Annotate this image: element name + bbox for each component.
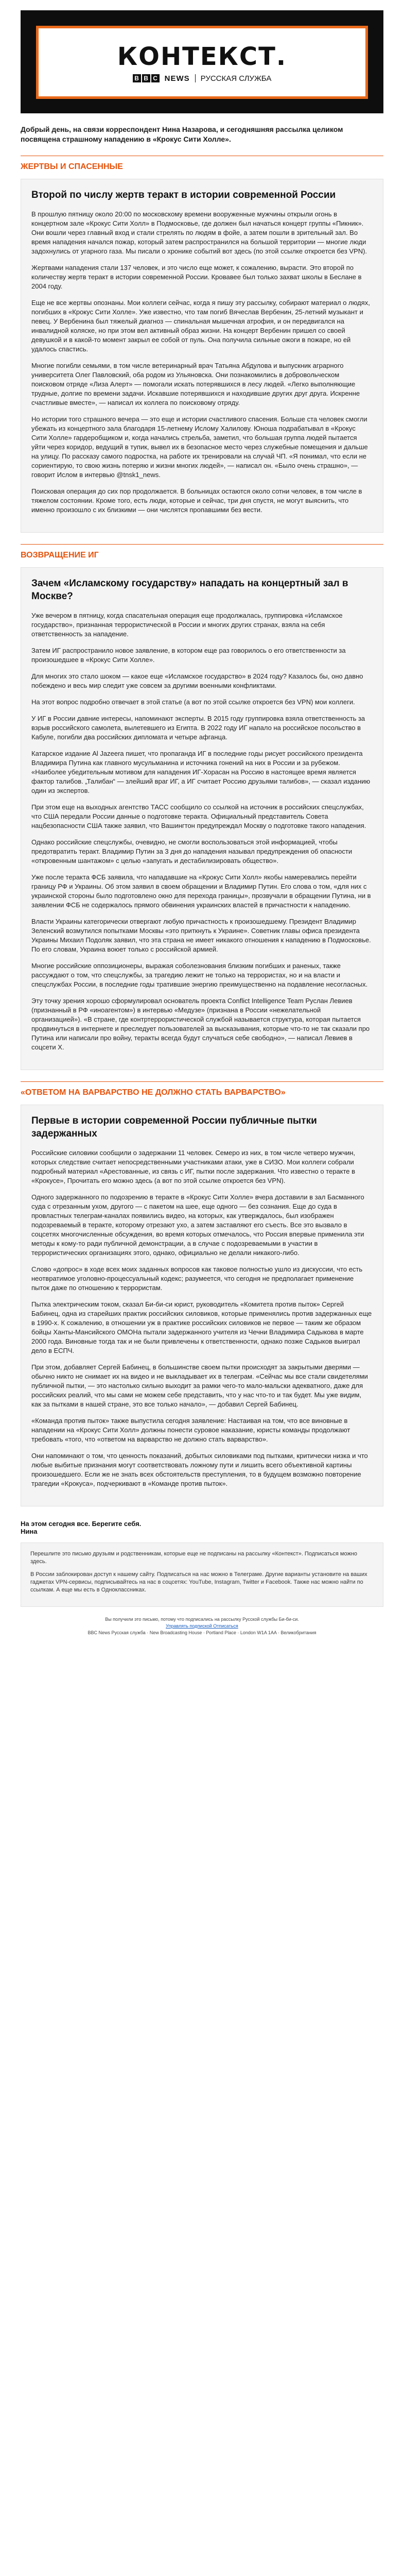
- section-label: ВОЗВРАЩЕНИЕ ИГ: [21, 544, 383, 560]
- intro-text: Добрый день, на связи корреспондент Нина Назарова, и сегодняшняя рассылка целиком посвящена страшному нападению в «Крокус Сити Холле».: [21, 125, 343, 143]
- article-title: Зачем «Исламскому государству» нападать на концертный зал в Москве?: [31, 578, 348, 602]
- paragraph: Эту точку зрения хорошо сформулировал основатель проекта Conflict Intelligence Team Руслан Левиев (признанный в РФ «иноагентом») в интервью «Медузе» (признана в России «нежелательной организацией»). «В стране, где контртеррористической службой называется структура, которая пытается продвинуться в интернете и преследует пользователей за высказывания, которые что-то не так сказали про Путина или написали про войну, теракты всегда будут случаться себе свободно», — написал Левиев в соцсети X.: [31, 997, 370, 1051]
- paragraph: Слово «допрос» в ходе всех моих заданных вопросов как таковое полностью ушло из дискуссии, что есть неотвратимое уголовно-процессуальный кодекс; разумеется, что сегодня не предполагает применение пыток даже по отношению к террористам.: [31, 1265, 363, 1292]
- section-label: «ОТВЕТОМ НА ВАРВАРСТВО НЕ ДОЛЖНО СТАТЬ ВАРВАРСТВО»: [21, 1081, 383, 1097]
- paragraph: Поисковая операция до сих пор продолжается. В больницах остаются около сотни человек, в том числе в тяжелом состоянии. Кроме того, есть люди, которые и сейчас, три дня спустя, не могут выяснить, что именно произошло с их близкими — они числятся пропавшими без вести.: [31, 487, 362, 514]
- fine-print: [21, 1616, 383, 1636]
- paragraph: «Команда против пыток» также выпустила сегодня заявление: Настаивая на том, что все виновные в нападении на «Крокус Сити Холл» должны понести суровое наказание, юристы команды продолжают требовать «того, что «ответом на варварство не должно стать варварство».: [31, 1417, 350, 1443]
- article-title: Первые в истории современной России публичные пытки задержанных: [31, 1115, 317, 1139]
- bbc-letter: C: [151, 74, 160, 82]
- address-line: BBC News Русская служба · New Broadcasting House · Portland Place · London W1A 1AA · Великобритания: [87, 1630, 317, 1635]
- access-note[interactable]: В России заблокирован доступ к нашему сайту. Подписаться на нас можно в Телеграме. Другие варианты установите на ваших гаджетах VPN-сервисы, подписывайтесь на нас в соцсетях: YouTube, Instagram, Twitter и Facebook. Также нас можно найти по ссылкам. А еще мы есть в Одноклассниках.: [30, 1571, 367, 1593]
- paragraph: Они напоминают о том, что ценность показаний, добытых силовиками под пытками, критически низка и что любые выбитые признания могут соответствовать ложному пути и лишить всего объективной картины произошедшего. Если же не знать всех обстоятельств преступления, то в будущем возможно повторение трагедии «Крокуса», подчеркивают в «Команде против пыток».: [31, 1452, 368, 1487]
- divider: [195, 74, 196, 82]
- section-label: ЖЕРТВЫ И СПАСЕННЫЕ: [21, 156, 383, 172]
- paragraph: Одного задержанного по подозрению в теракте в «Крокус Сити Холле» вчера доставили в зал Басманного суда с отрезанным ухом, другого — с пакетом на шее, еще одного — без сознания. Еще до суда в провластных телеграм-каналах появились видео, на которых, как утверждалось, был изображен подозреваемый в теракте, которому отрезают ухо, а затем заставляют его съесть. Все это вызвало в соцсетях многочисленные обсуждения, во время которых отмечалось, что Россия впервые применила эти методы к кому-то ради публичной демонстрации, а в случае с подозреваемыми в участии в террористических организациях этого, однако, официально не делали никакого-либо.: [31, 1193, 364, 1257]
- paragraph: Многие погибли семьями, в том числе ветеринарный врач Татьяна Абдулова и выпускник аграрного университета Олег Павловский, оба родом из Ульяновска. Они познакомились в добровольческом поисковом отряде «Лиза Алерт» — помогали искать потерявшихся в лесу людей. «Легко выполняющие трудные, долгие по времени задачи. Искавшие потерявшихся и находившие других друг друга. Искренне счастливые вместе», — написал их коллега по поисковому отряду.: [31, 362, 360, 406]
- closing-line: На этом сегодня все. Берегите себя.: [21, 1520, 142, 1528]
- paragraph: Для многих это стало шоком — какое еще «Исламское государство» в 2024 году? Казалось бы, оно давно побеждено и весь мир следит уже совсем за другими военными конфликтами.: [31, 672, 363, 689]
- paragraph: Уже вечером в пятницу, когда спасательная операция еще продолжалась, группировка «Исламское государство», признанная террористической в России и многих других странах, взяла на себя ответственность за нападение.: [31, 612, 343, 638]
- masthead: [21, 10, 383, 113]
- bbc-logo-icon: [133, 74, 160, 82]
- paragraph: Катарское издание Al Jazeera пишет, что пропаганда ИГ в последние годы рисует российского президента Владимира Путина как главного мусульманина и источника гонений на них в России и за рубежом. «Наиболее убедительным мотивом для нападения ИГ-Хорасан на Россию в настоящее время является фактор талибов. „Талибан“ — злейший враг ИГ, а ИГ считает Россию друзьями талибов», — сказал изданию один из экспертов.: [31, 750, 371, 794]
- bbc-letter: B: [142, 74, 150, 82]
- paragraph: На этот вопрос подробно отвечает в этой статье (а вот по этой ссылке откроется без VPN) мои коллеги.: [31, 698, 355, 706]
- paragraph: Власти Украины категорически отвергают любую причастность к произошедшему. Президент Владимир Зеленский возмутился попытками Москвы «это приткнуть к Украине». Советник главы офиса президента Украины Михаил Подоляк заявил, что эта страна не имеет никакого отношения к нападению в Подмосковье. По его словам, Украина воюет только с российской армией.: [31, 918, 371, 953]
- article-block: [21, 1105, 383, 1506]
- article-block: [21, 567, 383, 1070]
- footer-box: [21, 1543, 383, 1607]
- article-block: [21, 179, 383, 533]
- paragraph: Многие российские оппозиционеры, выражая соболезнования близким погибших и раненых, также рассуждают о том, что спецслужбы, за трагедию лежит не только на террористах, но и на власти и спецслужбах России, в последние годы тратившие энергию преимущественно на подавление несогласных.: [31, 962, 368, 988]
- service-label: РУССКАЯ СЛУЖБА: [200, 74, 272, 83]
- subscription-note: Вы получили это письмо, потому что подписались на рассылку Русской службы Би-би-си.: [105, 1617, 299, 1622]
- paragraph: При этом еще на выходных агентство ТАСС сообщило со ссылкой на источник в российских спецслужбах, что США передали России данные о подготовке теракта. Официальный представитель Совета нацбезопасности США также заявил, что Вашингтон предупреждал Москву о подготовке такого нападения.: [31, 803, 366, 829]
- paragraph: Но истории того страшного вечера — это еще и истории счастливого спасения. Больше ста человек смогли убежать из концертного зала благодаря 15-летнему Ислому Халилову. Юноша подрабатывал в «Крокус Сити Холле» гардеробщиком и, когда начались стрельба, заметил, что большая группа людей пытается уйти через коридор, ведущий в тупик, вывел их в безопасное место через служебные помещения и дальше на улицу. По рассказу самого подростка, на работе их тренировали на случай ЧП. «Я понимал, что если не сориентирую, то свою жизнь потеряю и жизни многих людей», — написал он. «Было очень страшно», — говорит Ислом в интервью @tnsk1_news.: [31, 415, 368, 479]
- article-title: Второй по числу жертв теракт в истории современной России: [31, 190, 336, 200]
- paragraph: Однако российские спецслужбы, очевидно, не смогли воспользоваться этой информацией, чтобы предотвратить теракт. Владимир Путин за 3 дня до нападения называл предупреждения об опасности «откровенным шантажом» с целью «запугать и дестабилизировать общество».: [31, 838, 353, 865]
- paragraph: В прошлую пятницу около 20:00 по московскому времени вооруженные мужчины открыли огонь в концертном зале «Крокус Сити Холл» в Подмосковье, где должен был начаться концерт группы «Пикник». Они вошли через главный вход и стали стрелять по людям в фойе, а затем пошли в зрительный зал. Во время нападения начался пожар, который затем распространился на большой территории — многие люди задохнулись от угарного газа. Мы писали о хронике событий вот здесь (по этой ссылке откроется без VPN).: [31, 210, 367, 255]
- signature: Нина: [21, 1528, 38, 1535]
- paragraph: Жертвами нападения стали 137 человек, и это число еще может, к сожалению, вырасти. Это второй по количеству жертв теракт в истории современной России. Кровавее был только захват школы в Беслане в 2004 году.: [31, 264, 362, 290]
- forward-note[interactable]: Перешлите это письмо друзьям и родственникам, которые еще не подписаны на рассылку «Контекст». Подписаться можно здесь.: [30, 1551, 357, 1565]
- paragraph: При этом, добавляет Сергей Бабинец, в большинстве своем пытки происходят за закрытыми дверями — обычно никто не снимает их на видео и не выкладывает их в телеграм. «Сейчас мы все стали свидетелями публичной пытки, — это настолько сильно выходит за рамки чего-то мало-мальски адекватного, даже для российских реалий, что мы сами не можем себе представить, что у нас что-то и так будет. Мы уже видим, как за пытками в нашей стране, это все только начало», — добавил Сергей Бабинец.: [31, 1363, 368, 1408]
- bbc-letter: B: [133, 74, 141, 82]
- paragraph: У ИГ в России давние интересы, напоминают эксперты. В 2015 году группировка взяла ответственность за взрыв российского самолета, вылетевшего из Египта. В 2022 году ИГ напало на российское посольство в Кабуле, погибли два российских дипломата и четыре афганца.: [31, 715, 365, 741]
- newsletter-page: [0, 10, 404, 2576]
- closing-note: [21, 1520, 383, 1535]
- news-label: NEWS: [164, 74, 190, 83]
- paragraph: Уже после теракта ФСБ заявила, что нападавшие на «Крокус Сити Холл» якобы намеревались перейти границу РФ и Украины. Об этом заявил в своем обращении и Владимир Путин. Его слова о том, «для них с украинской стороны было подготовлено окно для перехода границы», прозвучали в обращении Путина, ни в заявлении ФСБ не содержалось прямого обвинения украинских властей в причастности к нападению.: [31, 873, 371, 909]
- paragraph: Пытка электрическим током, сказал Би-би-си юрист, руководитель «Комитета против пыток» Сергей Бабинец, одна из старейших практик российских силовиков, которые применялись против задержанных еще в 1990-х. К сожалению, в отношении уж в практике российских силовиков не первое — таким же образом бойцы Ханты-Мансийского ОМОНа пытали задержанного учителя из Чечни Владимира Садыкова в марте 2000 года. Виновные тогда так и не были привлечены к ответственности, однако позже Садыков выиграл дело в ЕСПЧ.: [31, 1300, 372, 1354]
- bbc-service-line: [133, 74, 272, 83]
- paragraph: Еще не все жертвы опознаны. Мои коллеги сейчас, когда я пишу эту рассылку, собирают материал о людях, погибших в «Крокус Сити Холле». Уже известно, что там погиб Вячеслав Вербенин, 25-летний музыкант и певец. У Вербенина был тяжелый диагноз — спинальная мышечная атрофия, и он передвигался на инвалидной коляске, но при этом вел активный образ жизни. На концерт Вербенин пришел со своей девушкой и в какой-то момент закрыл ее собой от пуль. Она получила сильные ожоги в пожаре, но ей удалось спастись.: [31, 299, 370, 353]
- paragraph: Российские силовики сообщили о задержании 11 человек. Семеро из них, в том числе четверо мужчин, которых следствие считает непосредственными участниками атаки, уже в СИЗО. Мои коллеги собрали подробный материал «Арестованные, из связь с ИГ, пытки после задержания. Что известно о теракте в «Крокусе», Прочитать его можно здесь (а вот по этой ссылке откроется без VPN).: [31, 1149, 356, 1184]
- logo-box: [36, 26, 368, 99]
- manage-subscription-link[interactable]: Управлять подпиской Отписаться: [166, 1623, 238, 1629]
- paragraph: Затем ИГ распространило новое заявление, в котором еще раз говорилось о его ответственности за произошедшее в «Крокус Сити Холле».: [31, 647, 346, 664]
- logo-wordmark: КОНТЕКСТ.: [117, 42, 287, 71]
